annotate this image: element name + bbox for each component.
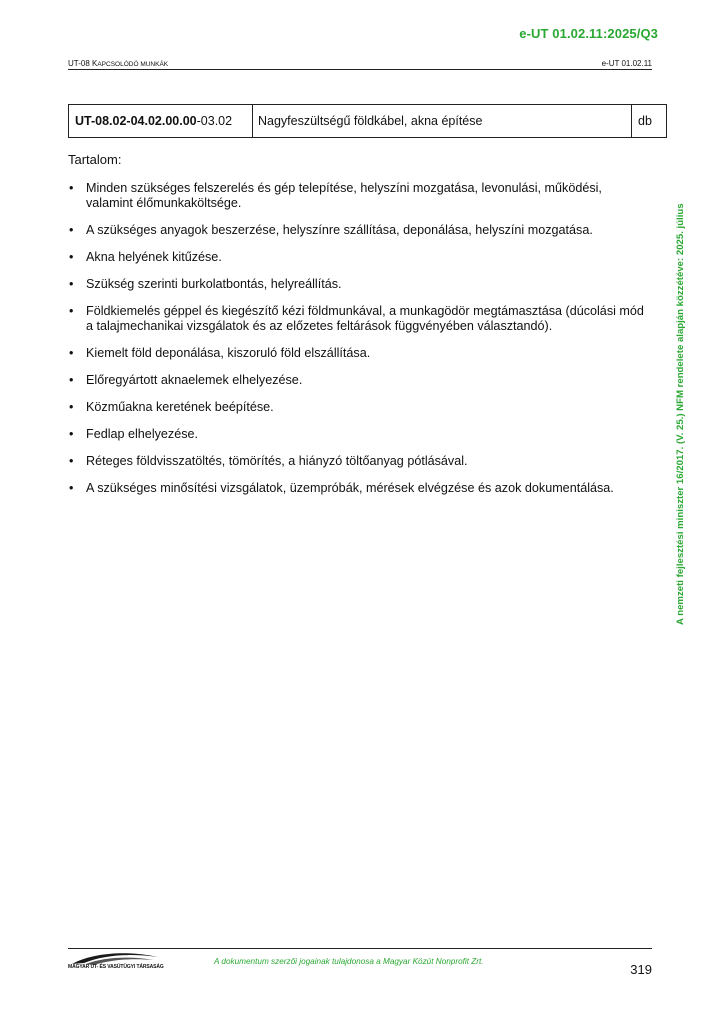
publication-side-note: A nemzeti fejlesztési miniszter 16/2017. (V. 25.) NFM rendelete alapján közzétéve: 2025. július: [675, 203, 686, 625]
list-item-text: Szükség szerinti burkolatbontás, helyreállítás.: [86, 277, 342, 291]
header-document-code: e-UT 01.02.11: [601, 59, 652, 68]
copyright-notice: A dokumentum szerzői jogainak tulajdonosa a Magyar Közút Nonprofit Zrt.: [214, 957, 484, 966]
list-item-text: Fedlap elhelyezése.: [86, 427, 199, 441]
bullet-icon: •: [69, 481, 74, 495]
item-description-cell: [253, 105, 632, 137]
chapter-title-smallcaps: APCSOLÓDÓ MUNKÁK: [97, 61, 169, 68]
item-code-main: UT-08.02-04.02.00.00: [75, 114, 197, 128]
list-item: [68, 400, 648, 415]
bullet-icon: •: [69, 181, 74, 195]
list-item-text: A szükséges minősítési vizsgálatok, üzempróbák, mérések elvégzése és azok dokumentálása.: [86, 481, 614, 495]
document-code: e-UT 01.02.11:2025/Q3: [519, 26, 658, 41]
list-item: [68, 373, 648, 388]
bullet-icon: •: [69, 454, 74, 468]
list-item-text: Akna helyének kitűzése.: [86, 250, 222, 264]
bullet-icon: •: [69, 250, 74, 264]
bullet-icon: •: [69, 277, 74, 291]
bullet-icon: •: [69, 223, 74, 237]
society-logo: [68, 950, 163, 972]
list-item: [68, 277, 648, 292]
item-code-cell: [69, 105, 253, 137]
logo-text: MAGYAR ÚT- ÉS VASÚTÜGYI TÁRSASÁG: [68, 964, 164, 970]
list-item: [68, 454, 648, 469]
list-item: [68, 223, 648, 238]
item-description: Nagyfeszültségű földkábel, akna építése: [258, 114, 483, 128]
bullet-icon: •: [69, 373, 74, 387]
list-item: [68, 481, 648, 496]
item-table: [68, 104, 667, 138]
list-item-text: Előregyártott aknaelemek elhelyezése.: [86, 373, 303, 387]
item-code-suffix: -03.02: [196, 114, 233, 128]
list-item-text: Réteges földvisszatöltés, tömörítés, a hiányzó töltőanyag pótlásával.: [86, 454, 468, 468]
bullet-icon: •: [69, 427, 74, 441]
list-item-text: A szükséges anyagok beszerzése, helyszínre szállítása, deponálása, helyszíni mozgatása.: [86, 223, 593, 237]
contents-list: [68, 181, 648, 508]
chapter-title: [68, 59, 168, 68]
footer-divider: [68, 948, 652, 949]
list-item: [68, 181, 648, 211]
list-item: [68, 250, 648, 265]
chapter-title-prefix: UT-08 K: [68, 59, 98, 68]
list-item-text: Földkiemelés géppel és kiegészítő kézi földmunkával, a munkagödör megtámasztása (dúcolási mód a talajmechanikai vizsgálatok és az előzetes feltárások függvényében választandó).: [86, 304, 644, 333]
list-item-text: Kiemelt föld deponálása, kiszoruló föld elszállítása.: [86, 346, 371, 360]
bullet-icon: •: [69, 346, 74, 360]
bullet-icon: •: [69, 304, 74, 318]
list-item: [68, 346, 648, 361]
running-header: [68, 59, 652, 70]
item-unit: db: [638, 114, 652, 128]
list-item: [68, 304, 648, 334]
list-item: [68, 427, 648, 442]
list-item-text: Közműakna keretének beépítése.: [86, 400, 274, 414]
item-unit-cell: [632, 105, 666, 137]
list-item-text: Minden szükséges felszerelés és gép telepítése, helyszíni mozgatása, levonulási, működési, valamint élőmunkaköltsége.: [86, 181, 602, 210]
bullet-icon: •: [69, 400, 74, 414]
contents-label: Tartalom:: [68, 152, 122, 167]
page-number: 319: [630, 962, 652, 977]
